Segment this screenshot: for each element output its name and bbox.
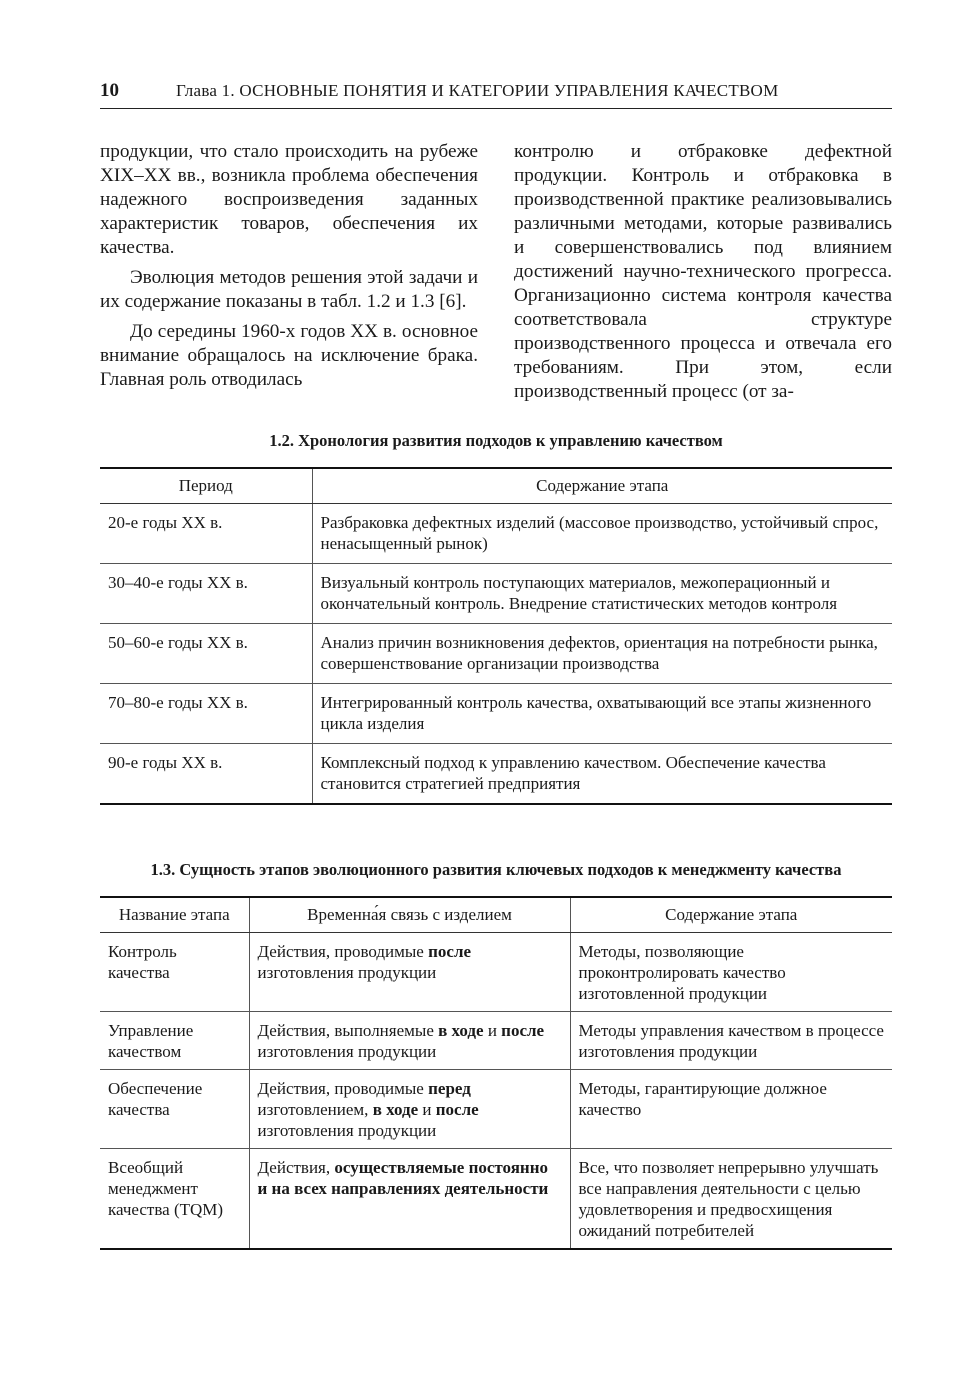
- emphasis-text: после: [428, 942, 472, 961]
- content-cell: Комплексный подход к управлению качеством. Обеспечение качества становится стратегией предприятия: [312, 744, 892, 805]
- page-number: 10: [100, 80, 119, 101]
- column-header: Содержание этапа: [570, 897, 892, 933]
- table-1-3: [100, 896, 892, 1250]
- stage-cell: Обеспечение качества: [100, 1070, 249, 1149]
- left-column: [100, 140, 478, 392]
- relation-text: изготовления продукции: [257, 1121, 437, 1140]
- paragraph: продукции, что стало происходить на рубеже XIX–XX вв., возникла проблема обеспечения надежного воспроизведения заданных характеристик товаров, обеспечения их качества.: [100, 141, 478, 258]
- stage-cell: Контроль качества: [100, 933, 249, 1012]
- content-cell: Методы, гарантирующие должное качество: [570, 1070, 892, 1149]
- table-1-3-caption: 1.3. Сущность этапов эволюционного развития ключевых подходов к менеджменту качества: [150, 860, 842, 879]
- period-cell: 50–60-е годы XX в.: [100, 624, 312, 684]
- relation-text: и: [418, 1100, 436, 1119]
- column-header: Название этапа: [100, 897, 249, 933]
- running-header: [100, 78, 892, 109]
- content-cell: Разбраковка дефектных изделий (массовое производство, устойчивый спрос, ненасыщенный рынок): [312, 504, 892, 564]
- relation-text: Действия, проводимые: [257, 942, 429, 961]
- stage-cell: Управление качеством: [100, 1012, 249, 1070]
- table-1-2: [100, 467, 892, 805]
- relation-text: изготовлением,: [257, 1100, 373, 1119]
- table-row: [100, 624, 892, 684]
- emphasis-text: перед: [428, 1079, 471, 1098]
- table-row: [100, 504, 892, 564]
- relation-cell: [249, 1149, 570, 1250]
- content-cell: Интегрированный контроль качества, охватывающий все этапы жизненного цикла изделия: [312, 684, 892, 744]
- period-cell: 70–80-е годы XX в.: [100, 684, 312, 744]
- paragraph: контролю и отбраковке дефектной продукции. Контроль и отбраковка в производственной практике реализовывались различными методами, которые развивались и совершенствовались под влиянием достижений научно-технического прогресса. Организационно система контроля качества соответствовала структуре производственного процесса и отвечала его требованиям. При этом, если производственный процесс (от за-: [514, 141, 892, 402]
- table-row: [100, 684, 892, 744]
- paragraph: До середины 1960-х годов XX в. основное внимание обращалось на исключение брака. Главная роль отводилась: [100, 321, 478, 390]
- relation-text: Действия,: [257, 1158, 335, 1177]
- period-cell: 30–40-е годы XX в.: [100, 564, 312, 624]
- content-cell: Все, что позволяет непрерывно улучшать все направления деятельности с целью удовлетворения и предвосхищения ожиданий потребителей: [570, 1149, 892, 1250]
- table-row: [100, 1149, 892, 1250]
- relation-text: Действия, проводимые: [257, 1079, 429, 1098]
- content-cell: Методы управления качеством в процессе изготовления продукции: [570, 1012, 892, 1070]
- emphasis-text: после: [501, 1021, 545, 1040]
- paragraph: Эволюция методов решения этой задачи и их содержание показаны в табл. 1.2 и 1.3 [6].: [100, 267, 478, 312]
- relation-cell: [249, 1012, 570, 1070]
- relation-cell: [249, 1070, 570, 1149]
- content-cell: Визуальный контроль поступающих материалов, межоперационный и окончательный контроль. Внедрение статистических методов контроля: [312, 564, 892, 624]
- table-row: [100, 744, 892, 805]
- column-header: Период: [100, 468, 312, 504]
- emphasis-text: в ходе: [372, 1100, 419, 1119]
- table-header-row: [100, 897, 892, 933]
- running-title: Глава 1. ОСНОВНЫЕ ПОНЯТИЯ И КАТЕГОРИИ УПРАВЛЕНИЯ КАЧЕСТВОМ: [176, 81, 779, 100]
- period-cell: 90-е годы XX в.: [100, 744, 312, 805]
- emphasis-text: после: [435, 1100, 479, 1119]
- relation-text: и: [483, 1021, 502, 1040]
- relation-text: изготовления продукции: [257, 1042, 437, 1061]
- emphasis-text: осуществляемые постоянно и на всех направлениях деятельности: [257, 1158, 549, 1198]
- content-cell: Методы, позволяющие проконтролировать качество изготовленной продукции: [570, 933, 892, 1012]
- relation-cell: [249, 933, 570, 1012]
- content-cell: Анализ причин возникновения дефектов, ориентация на потребности рынка, совершенствование организации производства: [312, 624, 892, 684]
- period-cell: 20-е годы XX в.: [100, 504, 312, 564]
- column-header: Содержание этапа: [312, 468, 892, 504]
- stage-cell: Всеобщий менеджмент качества (TQM): [100, 1149, 249, 1250]
- relation-text: Действия, выполняемые: [257, 1021, 439, 1040]
- column-header: Временна́я связь с изделием: [249, 897, 570, 933]
- table-header-row: [100, 468, 892, 504]
- emphasis-text: в ходе: [438, 1021, 484, 1040]
- table-row: [100, 564, 892, 624]
- table-row: [100, 1070, 892, 1149]
- relation-text: изготовления продукции: [257, 963, 437, 982]
- table-1-2-caption: 1.2. Хронология развития подходов к управлению качеством: [269, 431, 723, 450]
- right-column: [514, 140, 892, 404]
- table-row: [100, 933, 892, 1012]
- table-row: [100, 1012, 892, 1070]
